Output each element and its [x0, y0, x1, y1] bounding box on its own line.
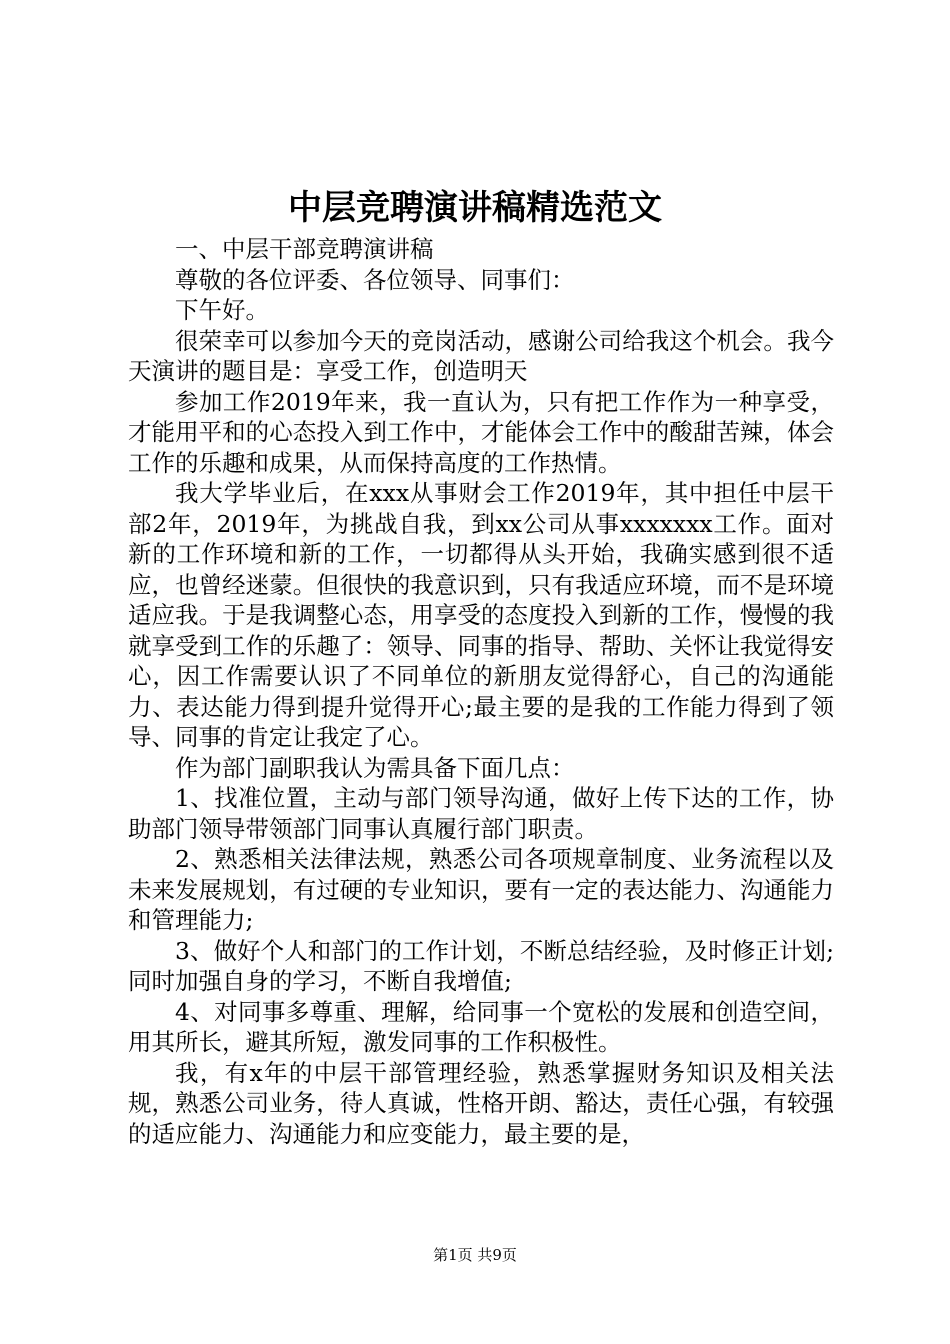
- paragraph: 下午好。: [175, 296, 269, 324]
- paragraph: 作为部门副职我认为需具备下面几点：: [175, 753, 575, 782]
- paragraph: 4、对同事多尊重、理解，给同事一个宽松的发展和创造空间，用其所长，避其所短，激发同事的工作积极性。: [128, 997, 834, 1056]
- paragraph: 1、找准位置，主动与部门领导沟通，做好上传下达的工作，协助部门领导带领部门同事认真履行部门职责。: [128, 784, 834, 843]
- paragraph: 我大学毕业后，在xxx从事财会工作2019年，其中担任中层干部2年，2019年，为挑战自我，到xx公司从事xxxxxxx工作。面对新的工作环境和新的工作，一切都得从头开始，我确实感到很不适应，也曾经迷蒙。但很快的我意识到，只有我适应环境，而不是环境适应我。于是我调整心态，用享受的态度投入到新的工作，慢慢的我就享受到工作的乐趣了：领导、同事的指导、帮助、关怀让我觉得安心，因工作需要认识了不同单位的新朋友觉得舒心，自己的沟通能力、表达能力得到提升觉得开心;最主要的是我的工作能力得到了领导、同事的肯定让我定了心。: [128, 479, 834, 751]
- paragraph: 很荣幸可以参加今天的竞岗活动，感谢公司给我这个机会。我今天演讲的题目是：享受工作，创造明天: [128, 326, 834, 385]
- document-title: 中层竞聘演讲稿精选范文: [288, 188, 662, 228]
- paragraph: 我，有x年的中层干部管理经验，熟悉掌握财务知识及相关法规，熟悉公司业务，待人真诚，性格开朗、豁达，责任心强，有较强的适应能力、沟通能力和应变能力，最主要的是，: [128, 1058, 834, 1148]
- paragraph: 尊敬的各位评委、各位领导、同事们：: [175, 265, 575, 294]
- paragraph: 2、熟悉相关法律法规，熟悉公司各项规章制度、业务流程以及未来发展规划，有过硬的专业知识，要有一定的表达能力、沟通能力和管理能力;: [128, 845, 834, 934]
- page-footer: 第1页 共9页: [433, 1246, 517, 1264]
- paragraph: 参加工作2019年来，我一直认为，只有把工作作为一种享受，才能用平和的心态投入到工作中，才能体会工作中的酸甜苦辣，体会工作的乐趣和成果，从而保持高度的工作热情。: [128, 387, 834, 477]
- paragraph: 一、中层干部竞聘演讲稿: [175, 235, 434, 263]
- paragraph: 3、做好个人和部门的工作计划，不断总结经验，及时修正计划;同时加强自身的学习，不断自我增值;: [128, 936, 834, 995]
- document-body: [128, 234, 834, 1149]
